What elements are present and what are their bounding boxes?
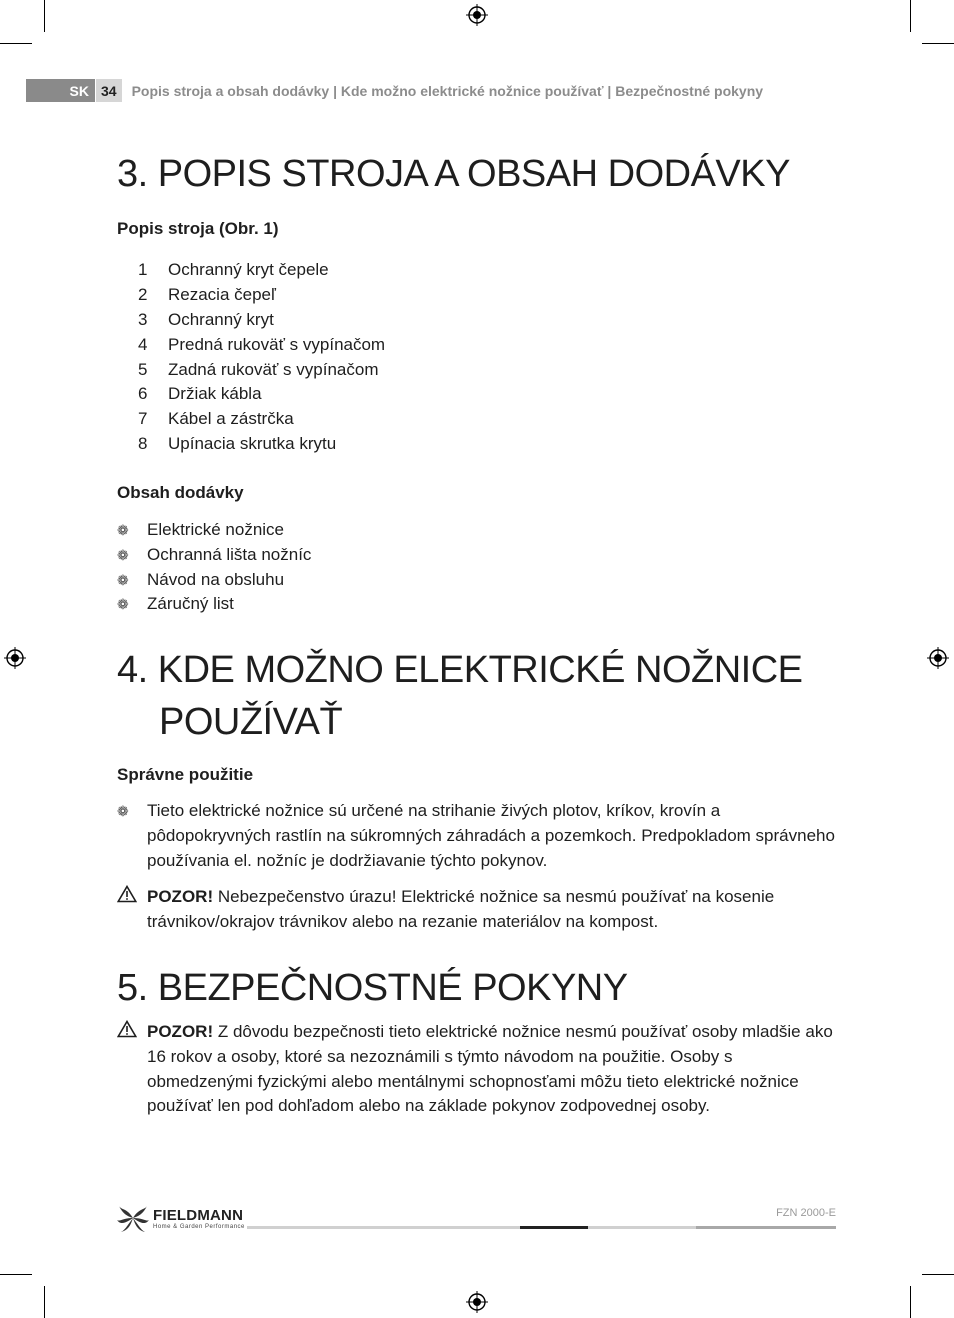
- footer-rule: [696, 1226, 836, 1229]
- part-label: Upínacia skrutka krytu: [168, 434, 337, 454]
- section-3-title: 3. POPIS STROJA A OBSAH DODÁVKY: [117, 153, 790, 195]
- part-number: 7: [138, 409, 148, 429]
- delivery-item-label: Ochranná lišta nožníc: [147, 544, 312, 564]
- footer-rule: [588, 1226, 696, 1229]
- warning-triangle-icon: [117, 885, 147, 935]
- brand-name: FIELDMANN: [153, 1206, 244, 1224]
- delivery-item: [117, 518, 311, 543]
- crop-mark: [910, 0, 911, 32]
- flower-bullet-icon: ❁: [117, 596, 129, 613]
- crop-mark: [0, 1274, 32, 1275]
- delivery-item: [117, 568, 311, 593]
- registration-mark-icon: [4, 647, 26, 669]
- delivery-item-label: Návod na obsluhu: [147, 569, 285, 589]
- part-item: [138, 407, 385, 432]
- crop-mark: [44, 0, 45, 32]
- delivery-item: [117, 592, 311, 617]
- part-label: Ochranný kryt čepele: [168, 260, 329, 279]
- part-label: Rezacia čepeľ: [168, 284, 276, 304]
- crop-mark: [922, 43, 954, 44]
- correct-use-heading: Správne použitie: [117, 765, 254, 784]
- section-5-title: 5. BEZPEČNOSTNÉ POKYNY: [117, 967, 628, 1009]
- warning-text: Nebezpečenstvo úrazu! Elektrické nožnice sa nesmú používať na kosenie trávnikov/okrajov trávnikov alebo na rezanie materiálov na kompost.: [147, 887, 775, 931]
- footer-rule: [247, 1226, 520, 1229]
- flower-bullet-icon: ❁: [117, 522, 129, 538]
- warning-label: POZOR!: [147, 887, 214, 906]
- safety-warning-note: [117, 1020, 837, 1119]
- part-label: Držiak kábla: [168, 384, 262, 404]
- part-number: 4: [138, 334, 148, 354]
- footer-rule: [520, 1226, 588, 1229]
- part-number: 3: [138, 309, 148, 329]
- crop-mark: [0, 43, 32, 44]
- model-number: FZN 2000-E: [776, 1207, 836, 1219]
- registration-mark-icon: [927, 647, 949, 669]
- crop-mark: [922, 1274, 954, 1275]
- crop-mark: [44, 1286, 45, 1318]
- delivery-contents-list: [117, 518, 311, 617]
- brand-tagline: Home & Garden Performance: [153, 1223, 245, 1230]
- part-item: [138, 258, 385, 283]
- fieldmann-leaf-icon: [117, 1204, 149, 1232]
- part-item: [138, 432, 385, 457]
- part-number: 6: [138, 384, 148, 404]
- flower-bullet-icon: ❁: [117, 546, 129, 563]
- correct-use-item: [117, 799, 837, 873]
- delivery-contents-heading: Obsah dodávky: [117, 483, 244, 502]
- delivery-item-label: Záručný list: [147, 594, 234, 614]
- page-header: [26, 79, 763, 102]
- parts-list: [138, 258, 385, 457]
- language-tag: SK: [26, 79, 95, 102]
- machine-description-heading: Popis stroja (Obr. 1): [117, 219, 279, 238]
- section-4-title-line1: 4. KDE MOŽNO ELEKTRICKÉ NOŽNICE: [117, 649, 803, 691]
- section-4-title-line2: POUŽÍVAŤ: [159, 701, 343, 743]
- running-title: Popis stroja a obsah dodávky | Kde možno elektrické nožnice používať | Bezpečnostné pokyny: [131, 82, 764, 99]
- delivery-item: [117, 543, 311, 568]
- part-number: 2: [138, 284, 148, 304]
- part-item: [138, 358, 385, 383]
- registration-mark-icon: [466, 1291, 488, 1313]
- part-item: [138, 308, 385, 333]
- flower-bullet-icon: ❁: [117, 803, 129, 819]
- delivery-item-label: Elektrické nožnice: [147, 520, 285, 539]
- part-item: [138, 333, 385, 358]
- correct-use-text: Tieto elektrické nožnice sú určené na strihanie živých plotov, kríkov, krovín a pôdopokryvných rastlín na súkromných záhradách a pozemkoch. Predpokladom správneho používania el. nožníc je dodržiavanie týchto pokynov.: [147, 801, 835, 870]
- part-label: Ochranný kryt: [168, 309, 274, 329]
- section-4-title: [117, 644, 803, 748]
- page-number: 34: [96, 79, 122, 102]
- crop-mark: [910, 1286, 911, 1318]
- safety-warning-text: Z dôvodu bezpečnosti tieto elektrické nožnice nesmú používať osoby mladšie ako 16 rokov a osoby, ktoré sa nezoznámili s týmto návodom na použitie. Osoby s obmedzenými fyzickými alebo mentálnymi schopnosťami môžu tieto elektrické nožnice používať len pod dohľadom alebo na základe pokynov zodpovednej osoby.: [147, 1022, 833, 1116]
- part-label: Kábel a zástrčka: [168, 409, 294, 429]
- warning-body: [147, 885, 837, 935]
- brand-logo: [117, 1204, 245, 1232]
- part-label: Predná rukoväť s vypínačom: [168, 334, 386, 354]
- warning-note: [117, 885, 837, 935]
- registration-mark-icon: [466, 4, 488, 26]
- part-item: [138, 382, 385, 407]
- part-number: 1: [138, 260, 148, 279]
- part-number: 5: [138, 359, 148, 379]
- safety-warning-label: POZOR!: [147, 1022, 214, 1041]
- flower-bullet-icon: ❁: [117, 571, 129, 588]
- part-label: Zadná rukoväť s vypínačom: [168, 359, 379, 379]
- warning-triangle-icon: [117, 1020, 147, 1119]
- part-item: [138, 283, 385, 308]
- safety-warning-body: [147, 1020, 837, 1119]
- part-number: 8: [138, 434, 148, 454]
